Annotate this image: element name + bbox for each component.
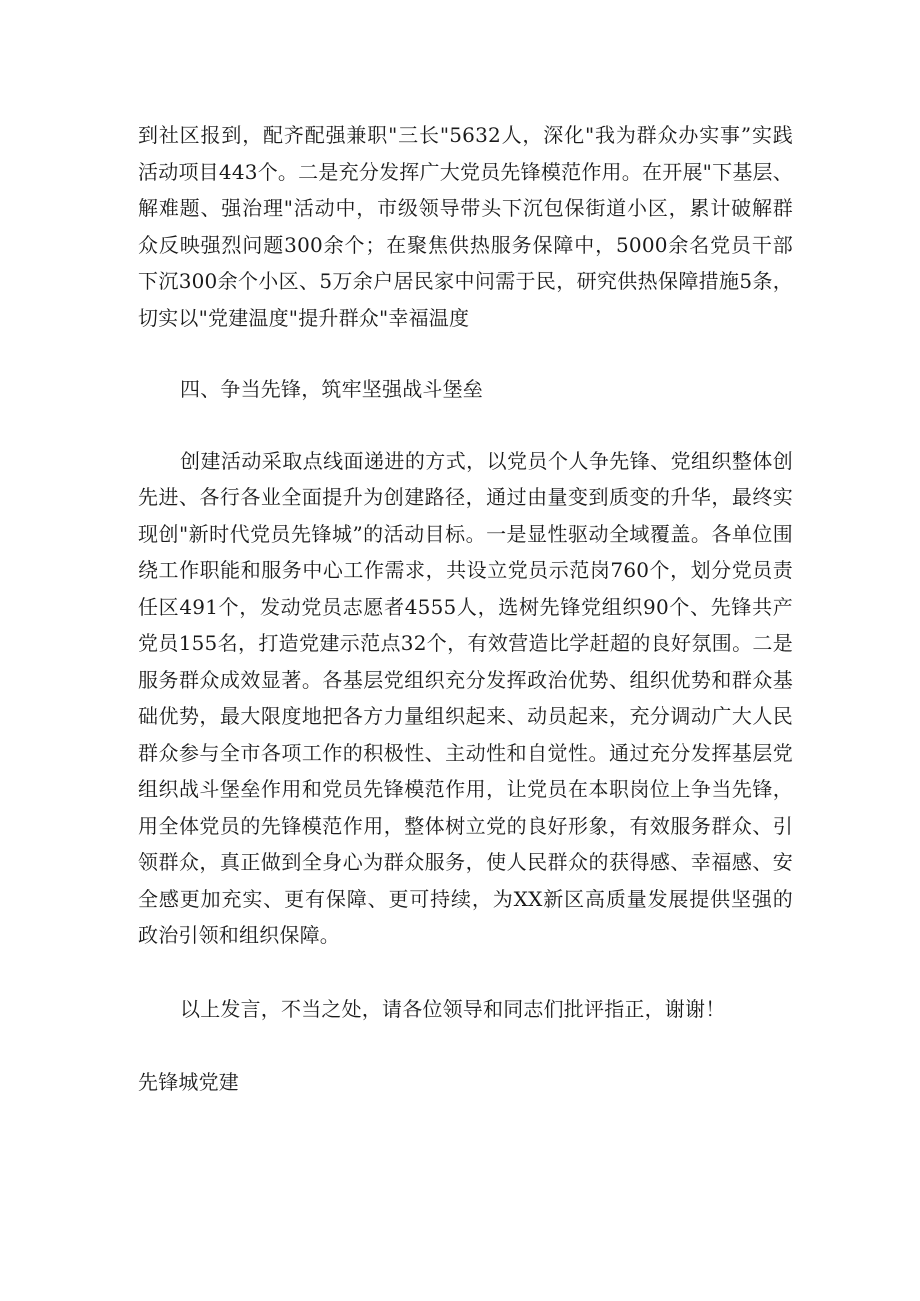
paragraph-continued: 到社区报到，配齐配强兼职"三长"5632人，深化"我为群众办实事”实践活动项目443个。二是充分发挥广大党员先锋模范作用。在开展"下基层、解难题、强治理"活动中，市级领导带头下沉包保街道小区，累计破解群众反映强烈问题300余个；在聚焦供热服务保障中，5000余名党员干部下沉300余个小区、5万余户居民家中问需于民，研究供热保障措施5条，切实以"党建温度"提升群众"幸福温度 (138, 123, 793, 330)
paragraph-body: 创建活动采取点线面递进的方式，以党员个人争先锋、党组织整体创先进、各行各业全面提升为创建路径，通过由量变到质变的升华，最终实现创"新时代党员先锋城”的活动目标。一是显性驱动全域覆盖。各单位围绕工作职能和服务中心工作需求，共设立党员示范岗760个，划分党员责任区491个，发动党员志愿者4555人，选树先锋党组织90个、先锋共产党员155名，打造党建示范点32个，有效营造比学赶超的良好氛围。二是服务群众成效显著。各基层党组织充分发挥政治优势、组织优势和群众基础优势，最大限度地把各方力量组织起来、动员起来，充分调动广大人民群众参与全市各项工作的积极性、主动性和自觉性。通过充分发挥基层党组织战斗堡垒作用和党员先锋模范作用，让党员在本职岗位上争当先锋，用全体党员的先锋模范作用，整体树立党的良好形象，有效服务群众、引领群众，真正做到全身心为群众服务，使人民群众的获得感、幸福感、安全感更加充实、更有保障、更可持续，为XX新区高质量发展提供坚强的政治引领和组织保障。 (138, 448, 793, 947)
footer-tag: 先锋城党建 (138, 1070, 239, 1094)
section-heading: 四、争当先锋，筑牢坚强战斗堡垒 (180, 377, 483, 401)
closing-remark: 以上发言，不当之处，请各位领导和同志们批评指正，谢谢！ (180, 996, 726, 1021)
document-body (138, 117, 793, 1101)
